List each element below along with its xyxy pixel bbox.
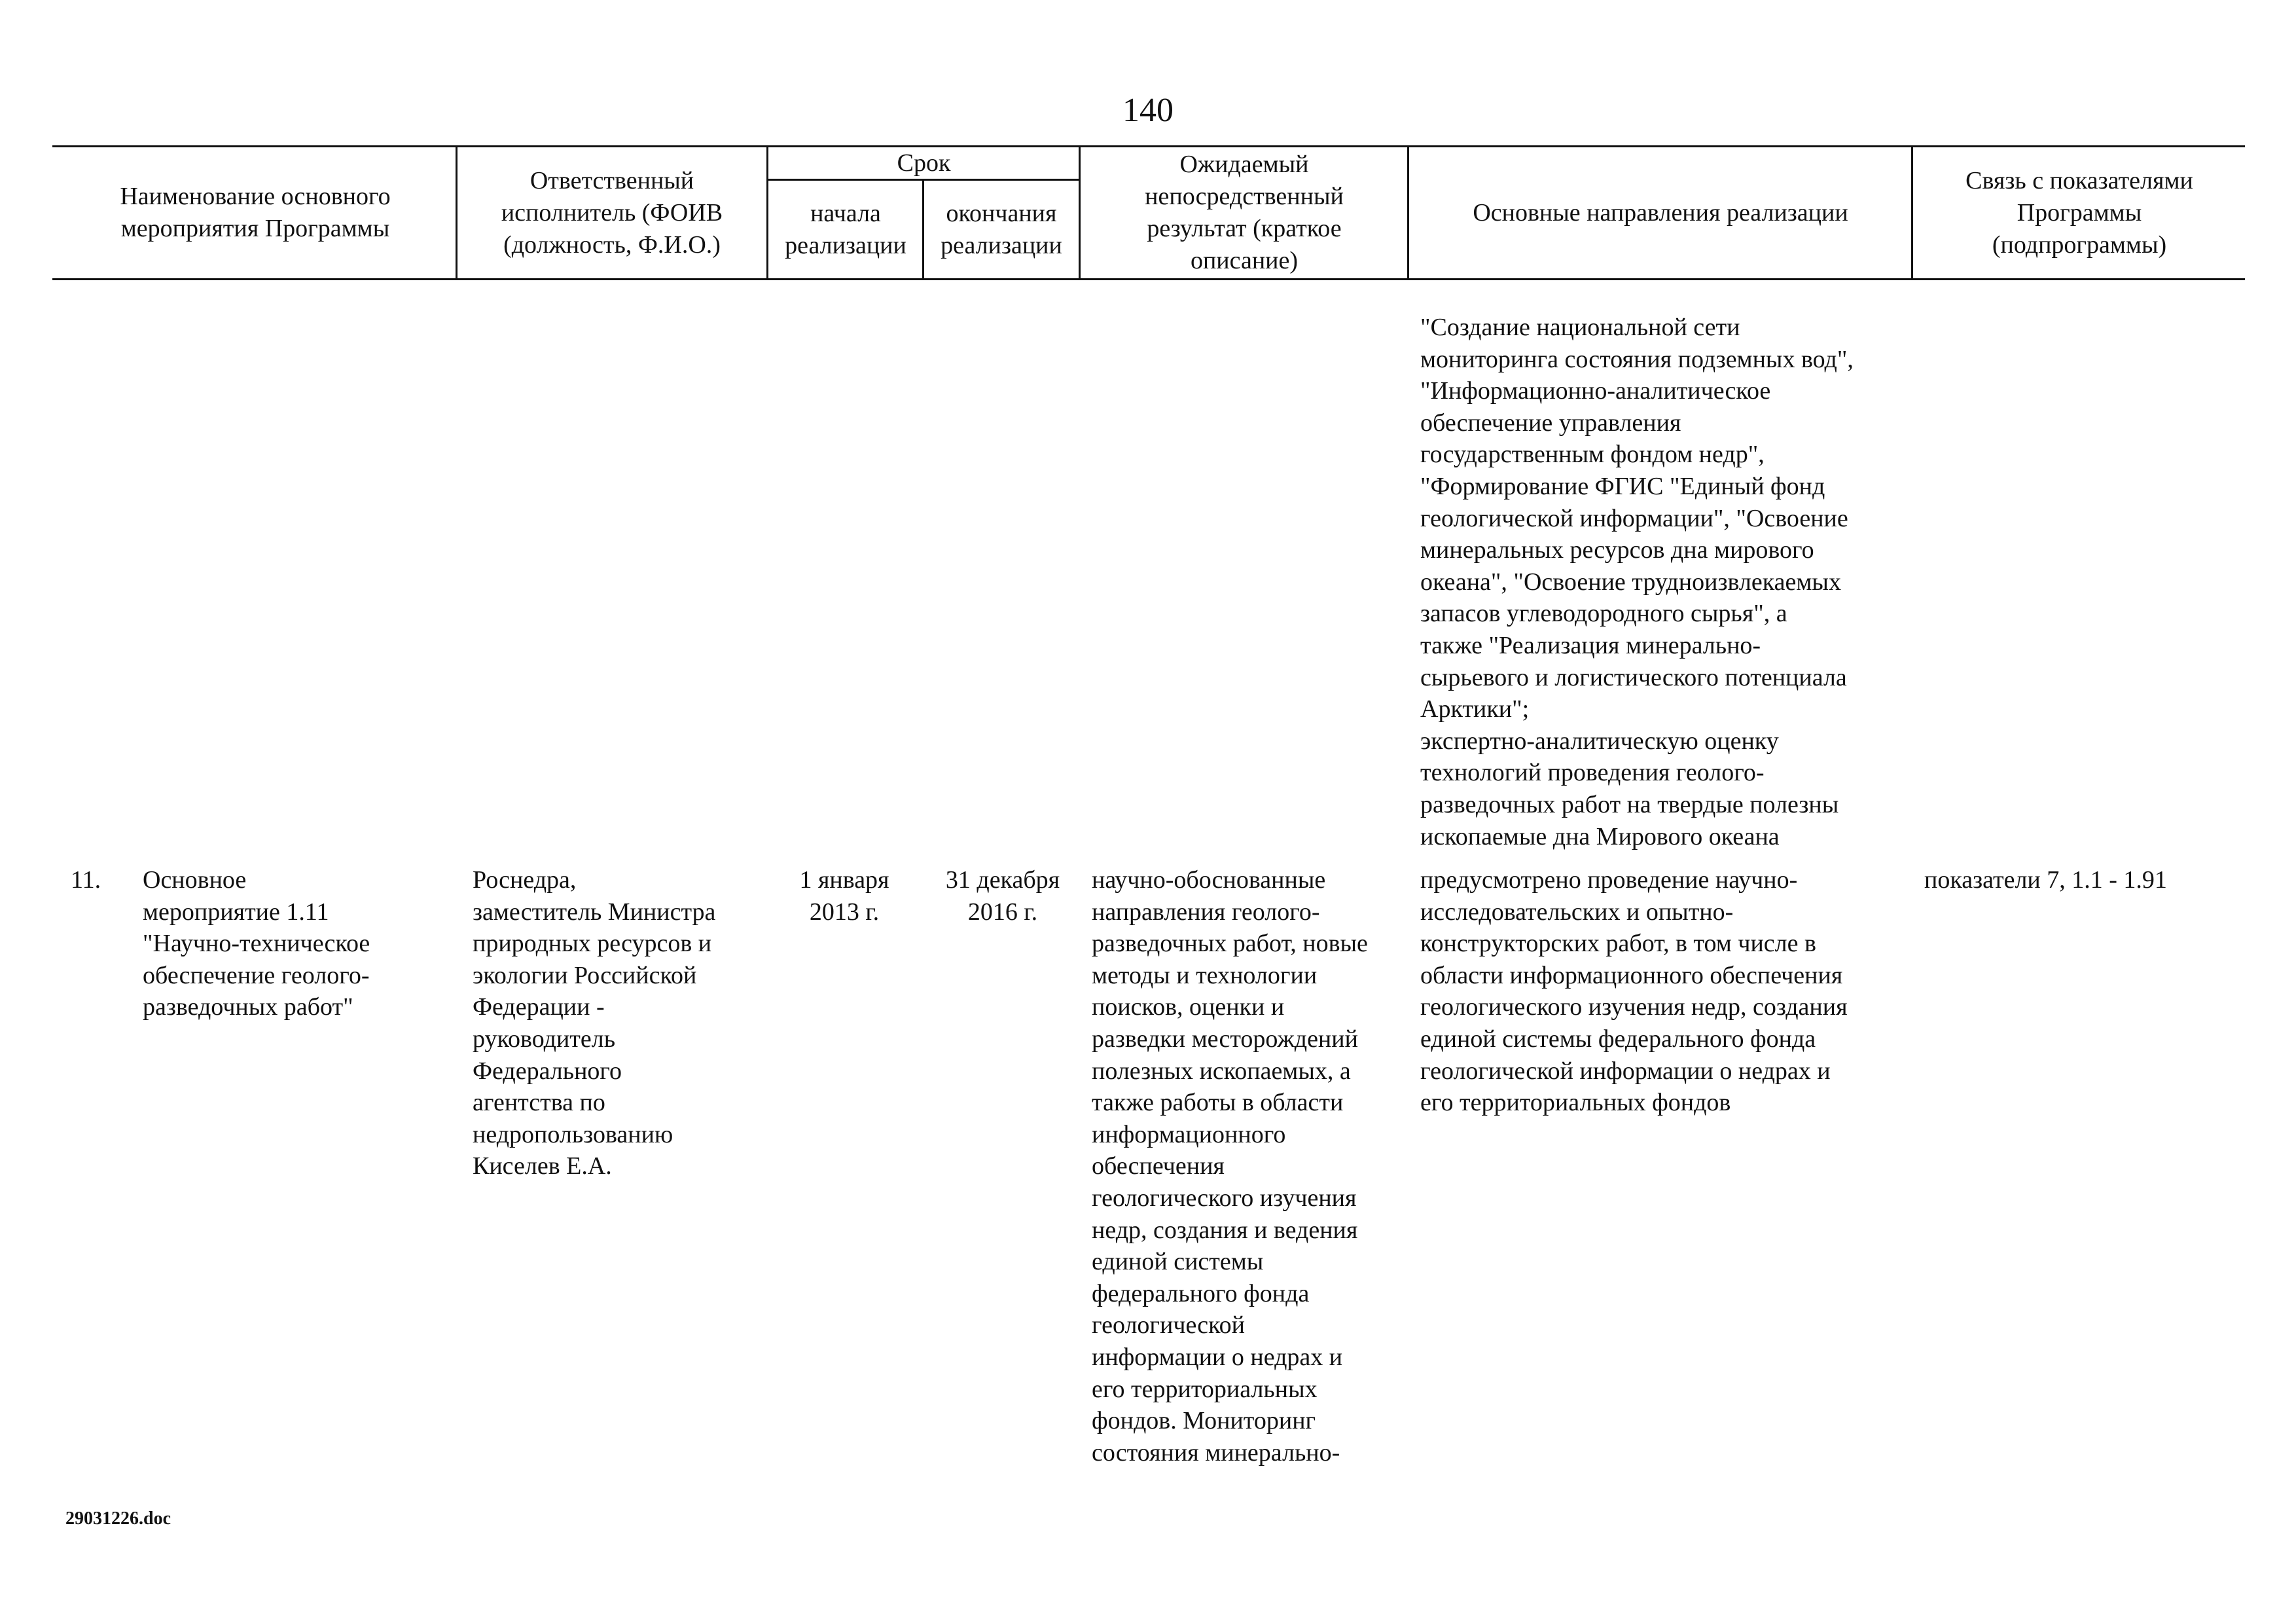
header-divider-2 xyxy=(766,145,768,280)
header-result xyxy=(1081,147,1407,278)
header-bottom-rule xyxy=(52,278,2245,280)
header-result-text: Ожидаемый непосредственный результат (краткое описание) xyxy=(1145,151,1344,274)
header-directions: Основные направления реализации xyxy=(1473,198,1848,227)
row-directions: предусмотрено проведение научно- исследовательских и опытно- конструкторских работ, в том числе в области информационного обеспечения геологического изучения недр, создания единой системы федерального фонда геологической информации о недрах и его территориальных фондов xyxy=(1420,866,1848,1117)
header-end-text: окончания реализации xyxy=(941,199,1062,259)
row-indicators-link: показатели 7, 1.1 - 1.91 xyxy=(1924,866,2167,894)
header-divider-1 xyxy=(456,145,457,280)
row-number: 11. xyxy=(71,866,101,894)
header-start-text: начала реализации xyxy=(785,199,906,259)
header-link-text: Связь с показателями Программы (подпрограммы) xyxy=(1965,166,2193,259)
header-divider-4 xyxy=(1079,145,1081,280)
header-divider-6 xyxy=(1911,145,1913,280)
header-srok: Срок xyxy=(897,149,951,177)
row-event-name: Основное мероприятие 1.11 "Научно-техническое обеспечение геолого- разведочных работ" xyxy=(143,866,370,1021)
header-end xyxy=(924,181,1079,278)
document-filename: 29031226.doc xyxy=(65,1508,171,1529)
header-divider-5 xyxy=(1407,145,1409,280)
page-number: 140 xyxy=(1122,92,1174,129)
row-end-date: 31 декабря 2016 г. xyxy=(945,866,1060,926)
header-executor xyxy=(458,147,766,278)
header-start xyxy=(769,181,922,278)
row-expected-result: научно-обоснованные направления геолого- разведочных работ, новые методы и технологии поисков, оценки и разведки месторождений полезных ископаемых, а также работы в области информационного обеспечения геологического изучения недр, создания и ведения единой системы федерального фонда геологической информации о недрах и его территориальных фондов. Мониторинг состояния минерально- xyxy=(1092,866,1368,1467)
continuation-directions: "Создание национальной сети мониторинга состояния подземных вод", "Информационно-аналитическое обеспечение управления государственным фондом недр", "Формирование ФГИС "Единый фонд геологической информации", "Освоение минеральных ресурсов дна мирового океана", "Освоение трудноизвлекаемых запасов углеводородного сырья", а также "Реализация минерально- сырьевого и логистического потенциала Арктики"; экспертно-аналитическую оценку технологий проведения геолого- разведочных работ на твердые полезны ископаемые дна Мирового океана xyxy=(1420,314,1854,850)
header-link xyxy=(1914,147,2245,278)
row-start-date: 1 января 2013 г. xyxy=(799,866,889,926)
row-executor: Роснедра, заместитель Министра природных ресурсов и экологии Российской Федерации - руководитель Федерального агентства по недропользованию Киселев Е.А. xyxy=(473,866,716,1180)
header-program-event xyxy=(79,147,432,278)
header-program-event-text: Наименование основного мероприятия Программы xyxy=(120,183,391,242)
header-executor-text: Ответственный исполнитель (ФОИВ (должность, Ф.И.О.) xyxy=(501,166,723,259)
